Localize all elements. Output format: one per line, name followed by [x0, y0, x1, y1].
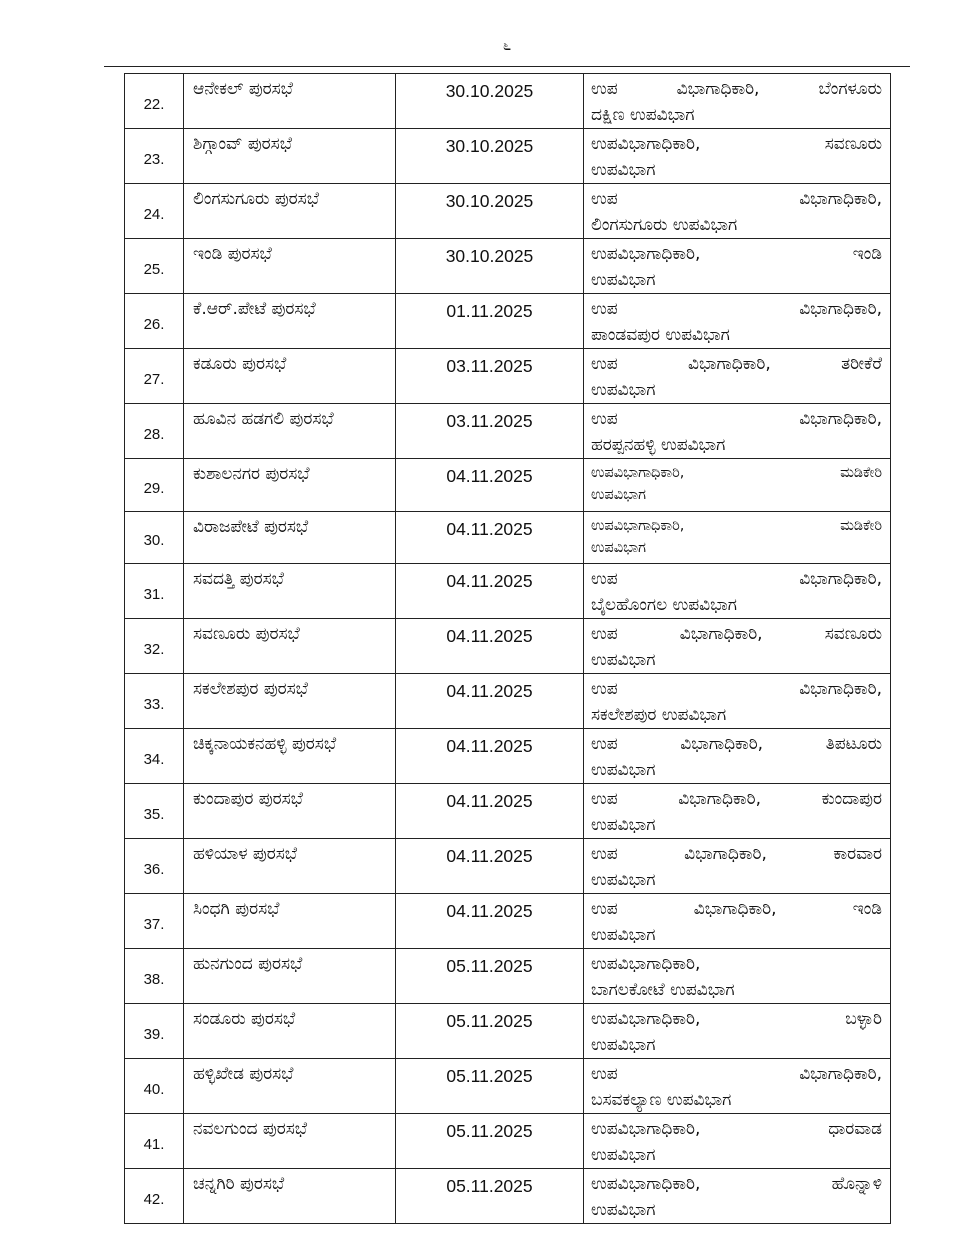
- officer-line-2: ಬೈಲಹೊಂಗಲ ಉಪವಿಭಾಗ: [591, 595, 737, 615]
- date: 04.11.2025: [396, 894, 584, 949]
- date: 01.11.2025: [396, 294, 584, 349]
- municipality-name: ಹೂವಿನ ಹಡಗಲಿ ಪುರಸಭೆ: [184, 404, 396, 459]
- date: 04.11.2025: [396, 839, 584, 894]
- municipality-name: ಕಡೂರು ಪುರಸಭೆ: [184, 349, 396, 404]
- municipality-name: ಹಳ್ಳಿಖೇಡ ಪುರಸಭೆ: [184, 1059, 396, 1114]
- officer-line-2: ದಕ್ಷಿಣ ಉಪವಿಭಾಗ: [591, 105, 695, 125]
- serial-number: 40.: [125, 1059, 184, 1114]
- municipality-name: ಶಿಗ್ಗಾಂವ್ ಪುರಸಭೆ: [184, 129, 396, 184]
- municipality-name: ಕುಶಾಲನಗರ ಪುರಸಭೆ: [184, 459, 396, 512]
- officer: [584, 894, 891, 949]
- table-row: [125, 1169, 891, 1224]
- officer-line-2: ಉಪವಿಭಾಗ: [591, 650, 656, 670]
- officer-line-1: ಉಪವಿಭಾಗಾಧಿಕಾರಿ, ಬಳ್ಳಾರಿ: [591, 1009, 882, 1029]
- officer-line-1: ಉಪ ವಿಭಾಗಾಧಿಕಾರಿ, ತಿಪಟೂರು: [591, 734, 882, 754]
- date: 30.10.2025: [396, 129, 584, 184]
- table-row: [125, 184, 891, 239]
- table-row: [125, 564, 891, 619]
- officer-line-1: ಉಪ ವಿಭಾಗಾಧಿಕಾರಿ, ಬೆಂಗಳೂರು: [591, 79, 882, 99]
- officer: [584, 839, 891, 894]
- table-row: [125, 349, 891, 404]
- table-row: [125, 239, 891, 294]
- table-row: [125, 839, 891, 894]
- table-row: [125, 894, 891, 949]
- date: 04.11.2025: [396, 564, 584, 619]
- date: 04.11.2025: [396, 511, 584, 564]
- municipality-name: ಕೆ.ಆರ್.ಪೇಟೆ ಪುರಸಭೆ: [184, 294, 396, 349]
- date: 30.10.2025: [396, 239, 584, 294]
- date: 05.11.2025: [396, 1004, 584, 1059]
- municipality-name: ಸಿಂಧಗಿ ಪುರಸಭೆ: [184, 894, 396, 949]
- officer-line-2: ಉಪವಿಭಾಗ: [591, 270, 656, 290]
- officer-line-1: ಉಪ ವಿಭಾಗಾಧಿಕಾರಿ,: [591, 569, 882, 589]
- officer-line-2: ಉಪವಿಭಾಗ: [591, 870, 656, 890]
- officer-line-1: ಉಪ ವಿಭಾಗಾಧಿಕಾರಿ, ಸವಣೂರು: [591, 624, 882, 644]
- officer: [584, 459, 891, 512]
- serial-number: 42.: [125, 1169, 184, 1224]
- officer: [584, 619, 891, 674]
- officer-line-1: ಉಪವಿಭಾಗಾಧಿಕಾರಿ, ಹೊನ್ನಾಳಿ: [591, 1174, 882, 1194]
- municipality-name: ಹುನಗುಂದ ಪುರಸಭೆ: [184, 949, 396, 1004]
- officer-line-1: ಉಪ ವಿಭಾಗಾಧಿಕಾರಿ, ಕುಂದಾಪುರ: [591, 789, 882, 809]
- date: 04.11.2025: [396, 729, 584, 784]
- serial-number: 41.: [125, 1114, 184, 1169]
- serial-number: 34.: [125, 729, 184, 784]
- municipality-name: ಕುಂದಾಪುರ ಪುರಸಭೆ: [184, 784, 396, 839]
- officer: [584, 349, 891, 404]
- serial-number: 25.: [125, 239, 184, 294]
- officer: [584, 1169, 891, 1224]
- serial-number: 22.: [125, 74, 184, 129]
- municipality-name: ನವಲಗುಂದ ಪುರಸಭೆ: [184, 1114, 396, 1169]
- officer-line-2: ಬಸವಕಲ್ಯಾಣ ಉಪವಿಭಾಗ: [591, 1090, 732, 1110]
- date: 03.11.2025: [396, 349, 584, 404]
- date: 05.11.2025: [396, 1169, 584, 1224]
- officer-line-2: ಉಪವಿಭಾಗ: [591, 1145, 656, 1165]
- serial-number: 27.: [125, 349, 184, 404]
- serial-number: 23.: [125, 129, 184, 184]
- table-row: [125, 1059, 891, 1114]
- table-row: [125, 1004, 891, 1059]
- table-row: [125, 459, 891, 512]
- officer: [584, 1004, 891, 1059]
- officer: [584, 1059, 891, 1114]
- serial-number: 32.: [125, 619, 184, 674]
- officer-line-1: ಉಪ ವಿಭಾಗಾಧಿಕಾರಿ,: [591, 189, 882, 209]
- officer-line-2: ಉಪವಿಭಾಗ: [591, 1200, 656, 1220]
- officer-line-1: ಉಪವಿಭಾಗಾಧಿಕಾರಿ, ಇಂಡಿ: [591, 244, 882, 264]
- officer: [584, 404, 891, 459]
- serial-number: 31.: [125, 564, 184, 619]
- officer-line-2: ಲಿಂಗಸುಗೂರು ಉಪವಿಭಾಗ: [591, 215, 738, 235]
- municipality-name: ಸಂಡೂರು ಪುರಸಭೆ: [184, 1004, 396, 1059]
- municipality-table: [124, 73, 891, 1224]
- municipality-name: ಸಕಲೇಶಪುರ ಪುರಸಭೆ: [184, 674, 396, 729]
- date: 30.10.2025: [396, 74, 584, 129]
- officer-line-2: ಹರಪ್ಪನಹಳ್ಳಿ ಉಪವಿಭಾಗ: [591, 435, 726, 455]
- serial-number: 35.: [125, 784, 184, 839]
- table-row: [125, 949, 891, 1004]
- officer-line-2: ಉಪವಿಭಾಗ: [591, 1035, 656, 1055]
- serial-number: 36.: [125, 839, 184, 894]
- serial-number: 29.: [125, 459, 184, 512]
- date: 05.11.2025: [396, 1114, 584, 1169]
- officer: [584, 784, 891, 839]
- municipality-name: ಆನೇಕಲ್ ಪುರಸಭೆ: [184, 74, 396, 129]
- table-row: [125, 74, 891, 129]
- officer-line-1: ಉಪ ವಿಭಾಗಾಧಿಕಾರಿ, ತರೀಕೆರೆ: [591, 354, 882, 374]
- table-body: [125, 74, 891, 1224]
- officer-line-2: ಉಪವಿಭಾಗ: [591, 160, 656, 180]
- officer: [584, 564, 891, 619]
- date: 04.11.2025: [396, 459, 584, 512]
- officer-line-2: ಉಪವಿಭಾಗ: [591, 815, 656, 835]
- officer-line-2: ಉಪವಿಭಾಗ: [591, 760, 656, 780]
- officer-line-1: ಉಪ ವಿಭಾಗಾಧಿಕಾರಿ,: [591, 1064, 882, 1084]
- serial-number: 24.: [125, 184, 184, 239]
- serial-number: 26.: [125, 294, 184, 349]
- officer: [584, 729, 891, 784]
- table-row: [125, 619, 891, 674]
- table-row: [125, 404, 891, 459]
- officer-line-1: ಉಪವಿಭಾಗಾಧಿಕಾರಿ,: [591, 954, 701, 974]
- date: 04.11.2025: [396, 619, 584, 674]
- date: 30.10.2025: [396, 184, 584, 239]
- municipality-name: ಲಿಂಗಸುಗೂರು ಪುರಸಭೆ: [184, 184, 396, 239]
- officer: [584, 239, 891, 294]
- date: 05.11.2025: [396, 949, 584, 1004]
- officer: [584, 74, 891, 129]
- table-row: [125, 129, 891, 184]
- officer: [584, 184, 891, 239]
- serial-number: 38.: [125, 949, 184, 1004]
- officer-line-2: ಉಪವಿಭಾಗ: [591, 539, 646, 556]
- municipality-name: ಹಳಿಯಾಳ ಪುರಸಭೆ: [184, 839, 396, 894]
- officer-line-1: ಉಪ ವಿಭಾಗಾಧಿಕಾರಿ,: [591, 299, 882, 319]
- municipality-name: ಚನ್ನಗಿರಿ ಪುರಸಭೆ: [184, 1169, 396, 1224]
- date: 04.11.2025: [396, 784, 584, 839]
- table-row: [125, 674, 891, 729]
- officer-line-2: ಬಾಗಲಕೋಟೆ ಉಪವಿಭಾಗ: [591, 980, 735, 1000]
- serial-number: 28.: [125, 404, 184, 459]
- officer: [584, 294, 891, 349]
- officer: [584, 1114, 891, 1169]
- officer: [584, 674, 891, 729]
- municipality-name: ಸವದತ್ತಿ ಪುರಸಭೆ: [184, 564, 396, 619]
- officer-line-2: ಉಪವಿಭಾಗ: [591, 487, 646, 503]
- officer-line-2: ಸಕಲೇಶಪುರ ಉಪವಿಭಾಗ: [591, 705, 727, 725]
- municipality-name: ಸವಣೂರು ಪುರಸಭೆ: [184, 619, 396, 674]
- officer: [584, 949, 891, 1004]
- municipality-name: ವಿರಾಜಪೇಟೆ ಪುರಸಭೆ: [184, 511, 396, 564]
- officer-line-1: ಉಪವಿಭಾಗಾಧಿಕಾರಿ, ಸವಣೂರು: [591, 134, 882, 154]
- officer: [584, 129, 891, 184]
- date: 05.11.2025: [396, 1059, 584, 1114]
- serial-number: 37.: [125, 894, 184, 949]
- page-number: ೬: [502, 36, 512, 54]
- officer-line-1: ಉಪ ವಿಭಾಗಾಧಿಕಾರಿ, ಇಂಡಿ: [591, 899, 882, 919]
- table-row: [125, 511, 891, 564]
- officer-line-2: ಉಪವಿಭಾಗ: [591, 380, 656, 400]
- municipality-name: ಇಂಡಿ ಪುರಸಭೆ: [184, 239, 396, 294]
- officer-line-2: ಉಪವಿಭಾಗ: [591, 925, 656, 945]
- table-row: [125, 294, 891, 349]
- officer: [584, 511, 891, 564]
- table-row: [125, 1114, 891, 1169]
- municipality-name: ಚಿಕ್ಕನಾಯಕನಹಳ್ಳಿ ಪುರಸಭೆ: [184, 729, 396, 784]
- officer-line-1: ಉಪವಿಭಾಗಾಧಿಕಾರಿ, ಮಡಿಕೇರಿ: [591, 517, 882, 534]
- serial-number: 39.: [125, 1004, 184, 1059]
- serial-number: 33.: [125, 674, 184, 729]
- officer-line-1: ಉಪವಿಭಾಗಾಧಿಕಾರಿ, ಮಡಿಕೇರಿ: [591, 465, 882, 481]
- table-row: [125, 729, 891, 784]
- officer-line-1: ಉಪ ವಿಭಾಗಾಧಿಕಾರಿ,: [591, 679, 882, 699]
- date: 04.11.2025: [396, 674, 584, 729]
- table-row: [125, 784, 891, 839]
- serial-number: 30.: [125, 511, 184, 564]
- officer-line-1: ಉಪ ವಿಭಾಗಾಧಿಕಾರಿ, ಕಾರವಾರ: [591, 844, 882, 864]
- officer-line-1: ಉಪವಿಭಾಗಾಧಿಕಾರಿ, ಧಾರವಾಡ: [591, 1119, 882, 1139]
- date: 03.11.2025: [396, 404, 584, 459]
- header-rule: [104, 66, 910, 67]
- officer-line-2: ಪಾಂಡವಪುರ ಉಪವಿಭಾಗ: [591, 325, 730, 345]
- officer-line-1: ಉಪ ವಿಭಾಗಾಧಿಕಾರಿ,: [591, 409, 882, 429]
